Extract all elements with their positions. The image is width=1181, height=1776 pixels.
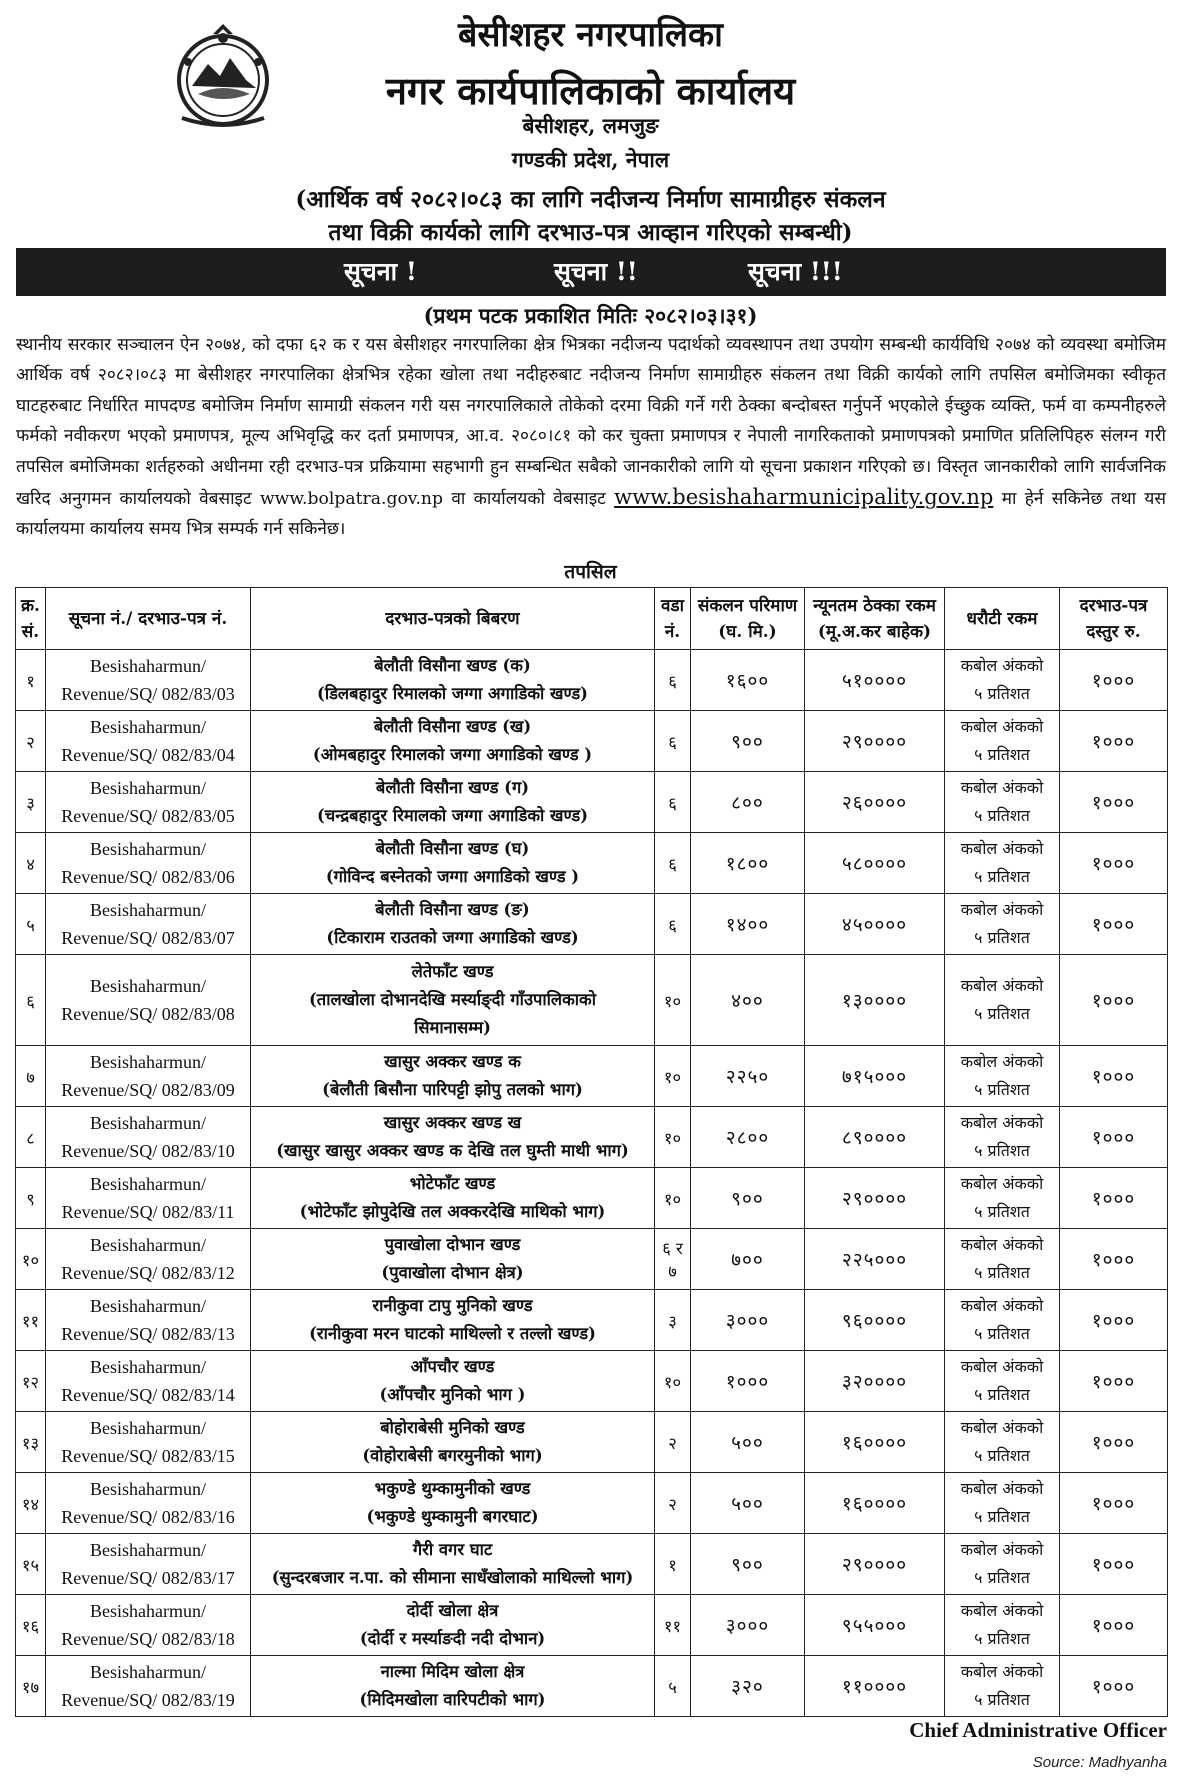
cell-fee: १००० <box>1060 1046 1168 1107</box>
cell-ward: १० <box>655 955 691 1046</box>
cell-deposit <box>945 711 1060 772</box>
cell-ward: २ <box>655 1412 691 1473</box>
cell-serial: ६ <box>16 955 46 1046</box>
cell-serial: १० <box>16 1229 46 1290</box>
deposit-line-2: ५ प्रतिशत <box>974 1080 1030 1099</box>
cell-fee: १००० <box>1060 955 1168 1046</box>
cell-reference <box>46 1351 251 1412</box>
cell-quantity: १४०० <box>691 894 805 955</box>
cell-serial: १७ <box>16 1656 46 1717</box>
cell-minimum-amount: ८९०००० <box>805 1107 945 1168</box>
cell-deposit <box>945 1046 1060 1107</box>
cell-reference <box>46 1046 251 1107</box>
cell-serial: ७ <box>16 1046 46 1107</box>
cell-quantity: १८०० <box>691 833 805 894</box>
ref-line-2: Revenue/SQ/ 082/83/12 <box>61 1263 235 1283</box>
ref-line-1: Besishaharmun/ <box>90 1540 206 1560</box>
deposit-line-2: ५ प्रतिशत <box>974 1263 1030 1282</box>
ref-line-2: Revenue/SQ/ 082/83/15 <box>61 1446 235 1466</box>
table-row <box>16 1595 1168 1656</box>
cell-minimum-amount: २९०००० <box>805 1168 945 1229</box>
deposit-line-1: कबोल अंकको <box>960 1540 1044 1559</box>
cell-serial: ११ <box>16 1290 46 1351</box>
cell-reference <box>46 1107 251 1168</box>
cell-minimum-amount: १६०००० <box>805 1473 945 1534</box>
cell-fee: १००० <box>1060 1290 1168 1351</box>
deposit-line-1: कबोल अंकको <box>960 778 1044 797</box>
deposit-line-2: ५ प्रतिशत <box>974 1202 1030 1221</box>
desc-detail: (पुवाखोला दोभान क्षेत्र) <box>381 1263 524 1282</box>
ref-line-1: Besishaharmun/ <box>90 1235 206 1255</box>
cell-minimum-amount: ५१०००० <box>805 650 945 711</box>
deposit-line-1: कबोल अंकको <box>960 1662 1044 1681</box>
desc-title: खासुर अक्कर खण्ड ख <box>383 1113 522 1132</box>
notice-mid-text: वा कार्यालयको वेबसाइट <box>451 489 606 510</box>
notice-tail-text: मा हेर्न सकिनेछ तथा यस कार्यालयमा कार्यालय समय भित्र सम्पर्क गर्न सकिनेछ। <box>16 489 1166 540</box>
cell-minimum-amount: १६०००० <box>805 1412 945 1473</box>
desc-title: बेलौती विसौना खण्ड (ख) <box>373 717 532 736</box>
ref-line-1: Besishaharmun/ <box>90 1357 206 1377</box>
table-row <box>16 1412 1168 1473</box>
notice-label-3: सूचना !!! <box>748 257 843 286</box>
ref-line-2: Revenue/SQ/ 082/83/19 <box>61 1690 235 1710</box>
table-row <box>16 1229 1168 1290</box>
office-name: नगर कार्यपालिकाको कार्यालय <box>385 68 796 113</box>
cell-reference <box>46 1229 251 1290</box>
cell-description <box>251 833 655 894</box>
cell-reference <box>46 1412 251 1473</box>
desc-title: खासुर अक्कर खण्ड क <box>384 1052 521 1071</box>
cell-fee: १००० <box>1060 1412 1168 1473</box>
cell-reference <box>46 772 251 833</box>
cell-serial: १३ <box>16 1412 46 1473</box>
table-row <box>16 1473 1168 1534</box>
cell-serial: २ <box>16 711 46 772</box>
header-minimum-amount: न्यूनतम ठेक्का रकम (मू.अ.कर बाहेक) <box>805 588 945 650</box>
notice-banner <box>16 248 1166 296</box>
desc-detail: (गोविन्द बस्नेतको जग्गा अगाडिको खण्ड ) <box>325 867 580 886</box>
cell-minimum-amount: ९६०००० <box>805 1290 945 1351</box>
deposit-line-2: ५ प्रतिशत <box>974 1004 1030 1023</box>
header-deposit: धरौटी रकम <box>945 588 1060 650</box>
cell-reference <box>46 1656 251 1717</box>
desc-title: बेलौती विसौना खण्ड (ग) <box>375 778 530 797</box>
deposit-line-1: कबोल अंकको <box>960 976 1044 995</box>
cell-minimum-amount: २६०००० <box>805 772 945 833</box>
ref-line-2: Revenue/SQ/ 082/83/14 <box>61 1385 235 1405</box>
cell-deposit <box>945 1412 1060 1473</box>
cell-serial: ५ <box>16 894 46 955</box>
cell-fee: १००० <box>1060 772 1168 833</box>
desc-detail: (दोर्दी र मर्स्याङदी नदी दोभान) <box>359 1629 546 1648</box>
desc-title: भोटेफाँट खण्ड <box>409 1174 496 1193</box>
deposit-line-2: ५ प्रतिशत <box>974 684 1030 703</box>
cell-deposit <box>945 894 1060 955</box>
desc-title: नाल्मा मिदिम खोला क्षेत्र <box>380 1662 525 1681</box>
cell-minimum-amount: १३०००० <box>805 955 945 1046</box>
cell-reference <box>46 650 251 711</box>
cell-deposit <box>945 833 1060 894</box>
cell-ward: ११ <box>655 1595 691 1656</box>
cell-description <box>251 1534 655 1595</box>
ref-line-1: Besishaharmun/ <box>90 1052 206 1072</box>
cell-deposit <box>945 1168 1060 1229</box>
cell-quantity: ९०० <box>691 1168 805 1229</box>
ref-line-1: Besishaharmun/ <box>90 839 206 859</box>
cell-description <box>251 1656 655 1717</box>
ref-line-1: Besishaharmun/ <box>90 1174 206 1194</box>
cell-quantity: २२५० <box>691 1046 805 1107</box>
table-row <box>16 711 1168 772</box>
cell-reference <box>46 711 251 772</box>
ref-line-2: Revenue/SQ/ 082/83/13 <box>61 1324 235 1344</box>
cell-minimum-amount: २९०००० <box>805 711 945 772</box>
publication-date: (प्रथम पटक प्रकाशित मितिः २०८२।०३।३१) <box>423 303 758 328</box>
municipality-website-link[interactable]: www.besishaharmunicipality.gov.np <box>614 485 994 510</box>
cell-ward: ६ <box>655 833 691 894</box>
cell-quantity: ८०० <box>691 772 805 833</box>
signatory: Chief Administrative Officer <box>909 1718 1167 1742</box>
cell-quantity: ३००० <box>691 1595 805 1656</box>
subject-line-2: तथा विक्री कार्यको लागि दरभाउ-पत्र आव्हान गरिएको सम्बन्धी) <box>328 219 853 246</box>
header-serial: क्र. सं. <box>16 588 46 650</box>
deposit-line-1: कबोल अंकको <box>960 1113 1044 1132</box>
deposit-line-1: कबोल अंकको <box>960 1479 1044 1498</box>
bolpatra-link[interactable]: www.bolpatra.gov.np <box>259 489 443 510</box>
ref-line-1: Besishaharmun/ <box>90 1418 206 1438</box>
cell-ward: ५ <box>655 1656 691 1717</box>
desc-detail: (खासुर खासुर अक्कर खण्ड क देखि तल घुम्ती माथी भाग) <box>276 1141 629 1160</box>
ref-line-2: Revenue/SQ/ 082/83/06 <box>61 867 235 887</box>
cell-deposit <box>945 1473 1060 1534</box>
cell-ward: १० <box>655 1046 691 1107</box>
table-row <box>16 1168 1168 1229</box>
desc-title: भकुण्डे थुम्कामुनीको खण्ड <box>374 1479 531 1498</box>
desc-title: दोर्दी खोला क्षेत्र <box>406 1601 499 1620</box>
ref-line-2: Revenue/SQ/ 082/83/11 <box>61 1202 235 1222</box>
desc-detail: (रानीकुवा मरन घाटको माथिल्लो र तल्लो खण्ड) <box>309 1324 596 1343</box>
ref-line-1: Besishaharmun/ <box>90 1296 206 1316</box>
cell-quantity: ३००० <box>691 1290 805 1351</box>
desc-detail-2: सिमानासम्म) <box>414 1018 491 1037</box>
table-row <box>16 955 1168 1046</box>
cell-minimum-amount: ४५०००० <box>805 894 945 955</box>
cell-deposit <box>945 772 1060 833</box>
desc-title: बेलौती विसौना खण्ड (क) <box>374 656 531 675</box>
cell-description <box>251 711 655 772</box>
notice-label-1: सूचना ! <box>344 257 417 286</box>
deposit-line-1: कबोल अंकको <box>960 1052 1044 1071</box>
cell-reference <box>46 1290 251 1351</box>
cell-minimum-amount: ५८०००० <box>805 833 945 894</box>
cell-description <box>251 772 655 833</box>
ref-line-2: Revenue/SQ/ 082/83/07 <box>61 928 235 948</box>
ref-line-1: Besishaharmun/ <box>90 1662 206 1682</box>
table-row <box>16 894 1168 955</box>
deposit-line-2: ५ प्रतिशत <box>974 1507 1030 1526</box>
table-header-row <box>16 588 1168 650</box>
cell-fee: १००० <box>1060 894 1168 955</box>
cell-fee: १००० <box>1060 711 1168 772</box>
cell-description <box>251 1229 655 1290</box>
ref-line-2: Revenue/SQ/ 082/83/16 <box>61 1507 235 1527</box>
cell-ward: ६ <box>655 894 691 955</box>
cell-description <box>251 1595 655 1656</box>
cell-description <box>251 894 655 955</box>
deposit-line-2: ५ प्रतिशत <box>974 1141 1030 1160</box>
notice-body <box>16 330 1166 545</box>
cell-serial: ८ <box>16 1107 46 1168</box>
deposit-line-2: ५ प्रतिशत <box>974 745 1030 764</box>
ref-line-2: Revenue/SQ/ 082/83/08 <box>61 1004 235 1024</box>
cell-fee: १००० <box>1060 1351 1168 1412</box>
desc-title: पुवाखोला दोभान खण्ड <box>384 1235 521 1254</box>
cell-description <box>251 1046 655 1107</box>
address-line-2: गण्डकी प्रदेश, नेपाल <box>511 147 670 172</box>
deposit-line-1: कबोल अंकको <box>960 1357 1044 1376</box>
table-row <box>16 1290 1168 1351</box>
cell-minimum-amount: २२५००० <box>805 1229 945 1290</box>
cell-quantity: १६०० <box>691 650 805 711</box>
table-row <box>16 650 1168 711</box>
table-row <box>16 833 1168 894</box>
table-row <box>16 1656 1168 1717</box>
desc-detail: (सुन्दरबजार न.पा. को सीमाना साधँखोलाको माथिल्लो भाग) <box>271 1568 634 1587</box>
table-row <box>16 1351 1168 1412</box>
ref-line-1: Besishaharmun/ <box>90 976 206 996</box>
desc-detail: (आँपचौर मुनिको भाग ) <box>379 1385 526 1404</box>
cell-fee: १००० <box>1060 1229 1168 1290</box>
cell-fee: १००० <box>1060 833 1168 894</box>
ref-line-1: Besishaharmun/ <box>90 900 206 920</box>
deposit-line-2: ५ प्रतिशत <box>974 1629 1030 1648</box>
cell-reference <box>46 1595 251 1656</box>
cell-quantity: ४०० <box>691 955 805 1046</box>
deposit-line-2: ५ प्रतिशत <box>974 928 1030 947</box>
cell-quantity: १००० <box>691 1351 805 1412</box>
deposit-line-2: ५ प्रतिशत <box>974 867 1030 886</box>
ref-line-2: Revenue/SQ/ 082/83/09 <box>61 1080 235 1100</box>
desc-title: बेलौती विसौना खण्ड (घ) <box>375 839 530 858</box>
cell-deposit <box>945 955 1060 1046</box>
cell-description <box>251 1107 655 1168</box>
cell-description <box>251 1412 655 1473</box>
deposit-line-1: कबोल अंकको <box>960 1418 1044 1437</box>
cell-reference <box>46 1534 251 1595</box>
municipality-name: बेसीशहर नगरपालिका <box>458 15 723 55</box>
cell-deposit <box>945 1595 1060 1656</box>
header-ward: वडा नं. <box>655 588 691 650</box>
cell-deposit <box>945 1290 1060 1351</box>
ref-line-1: Besishaharmun/ <box>90 1601 206 1621</box>
cell-deposit <box>945 1229 1060 1290</box>
cell-reference <box>46 955 251 1046</box>
cell-ward: ६ <box>655 772 691 833</box>
ref-line-2: Revenue/SQ/ 082/83/04 <box>61 745 235 765</box>
cell-fee: १००० <box>1060 1595 1168 1656</box>
deposit-line-1: कबोल अंकको <box>960 1601 1044 1620</box>
ref-line-2: Revenue/SQ/ 082/83/03 <box>61 684 235 704</box>
subject-line-1: (आर्थिक वर्ष २०८२।०८३ का लागि नदीजन्य निर्माण सामाग्रीहरु संकलन <box>295 186 886 213</box>
desc-detail: (ओमबहादुर रिमालको जग्गा अगाडिको खण्ड ) <box>312 745 593 764</box>
cell-fee: १००० <box>1060 1656 1168 1717</box>
cell-serial: १४ <box>16 1473 46 1534</box>
cell-reference <box>46 1473 251 1534</box>
deposit-line-1: कबोल अंकको <box>960 839 1044 858</box>
cell-minimum-amount: ११०००० <box>805 1656 945 1717</box>
cell-fee: १००० <box>1060 1168 1168 1229</box>
desc-title: गैरी वगर घाट <box>412 1540 493 1559</box>
cell-quantity: ९०० <box>691 711 805 772</box>
desc-title: बेलौती विसौना खण्ड (ङ) <box>375 900 530 919</box>
ref-line-2: Revenue/SQ/ 082/83/05 <box>61 806 235 826</box>
cell-description <box>251 1351 655 1412</box>
desc-title: बोहोराबेसी मुनिको खण्ड <box>380 1418 525 1437</box>
cell-quantity: ५०० <box>691 1473 805 1534</box>
cell-serial: ३ <box>16 772 46 833</box>
cell-deposit <box>945 650 1060 711</box>
deposit-line-1: कबोल अंकको <box>960 900 1044 919</box>
cell-deposit <box>945 1107 1060 1168</box>
desc-detail: (बेलौती बिसौना पारिपट्टी झोपु तलको भाग) <box>322 1080 583 1099</box>
ref-line-2: Revenue/SQ/ 082/83/17 <box>61 1568 235 1588</box>
cell-fee: १००० <box>1060 650 1168 711</box>
deposit-line-2: ५ प्रतिशत <box>974 1385 1030 1404</box>
cell-ward: ३ <box>655 1290 691 1351</box>
cell-minimum-amount: ७१५००० <box>805 1046 945 1107</box>
cell-minimum-amount: ३२०००० <box>805 1351 945 1412</box>
deposit-line-1: कबोल अंकको <box>960 1174 1044 1193</box>
cell-description <box>251 1290 655 1351</box>
cell-serial: १५ <box>16 1534 46 1595</box>
deposit-line-1: कबोल अंकको <box>960 717 1044 736</box>
deposit-line-1: कबोल अंकको <box>960 1296 1044 1315</box>
cell-ward: ६ र ७ <box>655 1229 691 1290</box>
cell-quantity: २८०० <box>691 1107 805 1168</box>
cell-ward: २ <box>655 1473 691 1534</box>
deposit-line-2: ५ प्रतिशत <box>974 1324 1030 1343</box>
cell-serial: १६ <box>16 1595 46 1656</box>
cell-serial: १ <box>16 650 46 711</box>
desc-detail: (भोटेफाँट झोपुदेखि तल अक्करदेखि माथिको भाग) <box>299 1202 606 1221</box>
table-row <box>16 1534 1168 1595</box>
cell-quantity: ७०० <box>691 1229 805 1290</box>
address-line-1: बेसीशहर, लमजुङ <box>522 113 659 138</box>
deposit-line-2: ५ प्रतिशत <box>974 1568 1030 1587</box>
cell-quantity: ९०० <box>691 1534 805 1595</box>
desc-detail: (तालखोला दोभानदेखि मर्स्याङ्दी गाँउपालिकाको <box>308 990 596 1009</box>
cell-ward: ६ <box>655 650 691 711</box>
cell-description <box>251 1473 655 1534</box>
cell-quantity: ३२० <box>691 1656 805 1717</box>
cell-reference <box>46 1168 251 1229</box>
ref-line-1: Besishaharmun/ <box>90 656 206 676</box>
deposit-line-1: कबोल अंकको <box>960 1235 1044 1254</box>
table-title: तपसिल <box>564 561 617 583</box>
ref-line-2: Revenue/SQ/ 082/83/18 <box>61 1629 235 1649</box>
cell-ward: ६ <box>655 711 691 772</box>
cell-deposit <box>945 1656 1060 1717</box>
cell-deposit <box>945 1534 1060 1595</box>
notice-paragraph: स्थानीय सरकार सञ्चालन ऐन २०७४, को दफा ६२ क र यस बेसीशहर नगरपालिका क्षेत्र भित्रका नदीजन्य पदार्थको व्यवस्थापन तथा उपयोग सम्बन्धी कार्यविधि २०७४ को व्यवस्था बमोजिम आर्थिक वर्ष २०८२।०८३ मा बेसीशहर नगरपालिका क्षेत्रभित्र रहेका खोला तथा नदीहरुबाट नदीजन्य निर्माण सामाग्रीहरु संकलन तथा विक्री कार्यको लागि तपसिल बमोजिमका स्वीकृत घाटहरुबाट निर्धारित मापदण्ड बमोजिम निर्माण सामाग्री संकलन गरी यस नगरपालिकाले तोकेको दरमा विक्री गर्ने गरी ठेक्का बन्दोबस्त गर्नुपर्ने भएकोले ईच्छुक व्यक्ति, फर्म वा कम्पनीहरुले फर्मको नवीकरण भएको प्रमाणपत्र, मूल्य अभिवृद्धि कर दर्ता प्रमाणपत्र, आ.व. २०८०।८१ को कर चुक्ता प्रमाणपत्र र नेपाली नागरिकताको प्रमाणपत्रको प्रमाणित प्रतिलिपिहरु संलग्न गरी तपसिल बमोजिमका शर्तहरुको अधीनमा रही दरभाउ-पत्र प्रक्रियामा सहभागी हुन सम्बन्धित सबैको जानकारीको लागि यो सूचना प्रकाशन गरिएको छ। विस्तृत जानकारीको लागि सार्वजनिक खरिद अनुगमन कार्यालयको वेबसाइट <box>16 335 1166 510</box>
source-credit: Source: Madhyanha <box>1032 1754 1167 1771</box>
ref-line-1: Besishaharmun/ <box>90 1113 206 1133</box>
cell-ward: १ <box>655 1534 691 1595</box>
desc-detail: (भकुण्डे थुम्कामुनी बगरघाट) <box>366 1507 539 1526</box>
desc-title: रानीकुवा टापु मुनिको खण्ड <box>372 1296 533 1315</box>
ref-line-1: Besishaharmun/ <box>90 1479 206 1499</box>
cell-reference <box>46 894 251 955</box>
ref-line-2: Revenue/SQ/ 082/83/10 <box>61 1141 235 1161</box>
cell-serial: १२ <box>16 1351 46 1412</box>
cell-description <box>251 1168 655 1229</box>
header-reference: सूचना नं./ दरभाउ-पत्र नं. <box>46 588 251 650</box>
cell-fee: १००० <box>1060 1107 1168 1168</box>
cell-reference <box>46 833 251 894</box>
cell-ward: १० <box>655 1107 691 1168</box>
table-row <box>16 1046 1168 1107</box>
cell-serial: ९ <box>16 1168 46 1229</box>
header-description: दरभाउ-पत्रको बिबरण <box>251 588 655 650</box>
cell-deposit <box>945 1351 1060 1412</box>
cell-fee: १००० <box>1060 1473 1168 1534</box>
cell-description <box>251 650 655 711</box>
notice-label-2: सूचना !! <box>554 257 638 286</box>
deposit-line-1: कबोल अंकको <box>960 656 1044 675</box>
cell-minimum-amount: २९०००० <box>805 1534 945 1595</box>
deposit-line-2: ५ प्रतिशत <box>974 806 1030 825</box>
header-quantity: संकलन परिमाण (घ. मि.) <box>691 588 805 650</box>
desc-detail: (डिलबहादुर रिमालको जग्गा अगाडिको खण्ड) <box>317 684 588 703</box>
table-row <box>16 772 1168 833</box>
deposit-line-2: ५ प्रतिशत <box>974 1446 1030 1465</box>
table-row <box>16 1107 1168 1168</box>
cell-fee: १००० <box>1060 1534 1168 1595</box>
desc-title: लेतेफाँट खण्ड <box>411 962 494 981</box>
deposit-line-2: ५ प्रतिशत <box>974 1690 1030 1709</box>
cell-description <box>251 955 655 1046</box>
desc-detail: (टिकाराम राउतको जग्गा अगाडिको खण्ड) <box>326 928 579 947</box>
cell-quantity: ५०० <box>691 1412 805 1473</box>
header-fee: दरभाउ-पत्र दस्तुर रु. <box>1060 588 1168 650</box>
cell-ward: १० <box>655 1168 691 1229</box>
cell-serial: ४ <box>16 833 46 894</box>
cell-minimum-amount: ९५५००० <box>805 1595 945 1656</box>
desc-detail: (वोहोराबेसी बगरमुनीको भाग) <box>362 1446 543 1465</box>
cell-ward: १० <box>655 1351 691 1412</box>
desc-detail: (चन्द्रबहादुर रिमालको जग्गा अगाडिको खण्ड) <box>316 806 588 825</box>
desc-detail: (मिदिमखोला वारिपटीको भाग) <box>359 1690 546 1709</box>
ref-line-1: Besishaharmun/ <box>90 778 206 798</box>
ref-line-1: Besishaharmun/ <box>90 717 206 737</box>
desc-title: आँपचौर खण्ड <box>410 1357 495 1376</box>
bid-table <box>15 587 1168 1717</box>
